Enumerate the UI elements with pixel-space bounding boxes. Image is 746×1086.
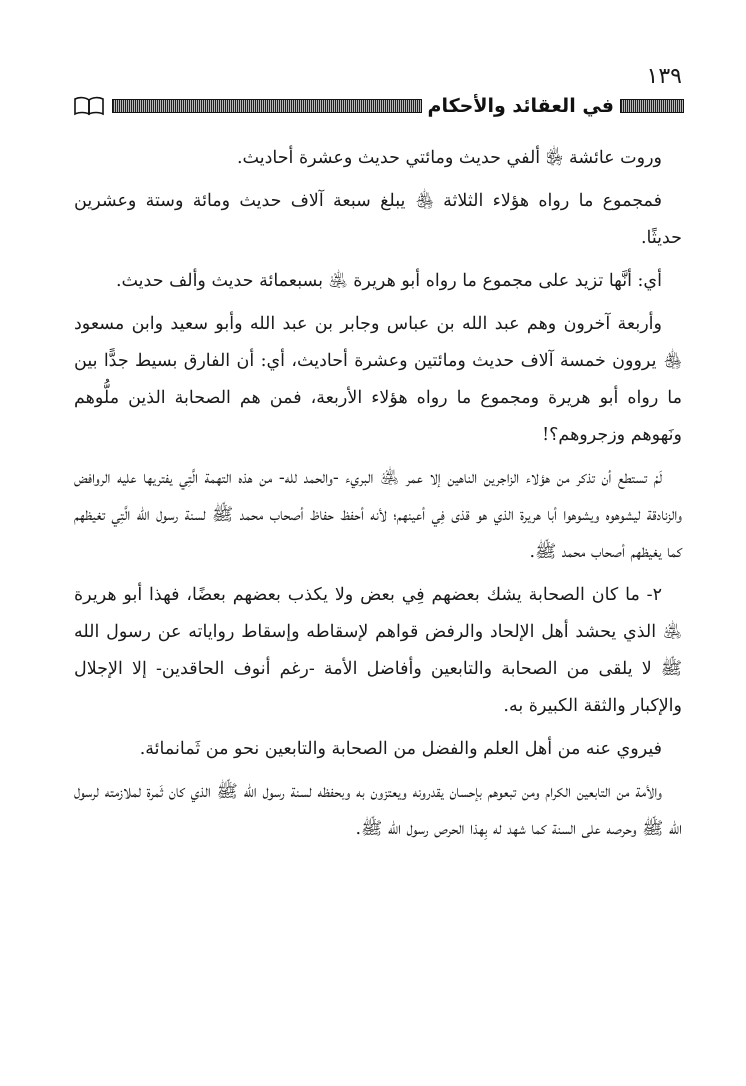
header-ornament-bar-right xyxy=(620,99,684,113)
paragraph-2: فمجموع ما رواه هؤلاء الثلاثة ﵃ يبلغ سبعة آلاف حديث ومائة وستة وعشرين حديثًا. xyxy=(74,191,682,248)
book-icon xyxy=(72,95,106,117)
header-ornament-bar-left xyxy=(112,99,422,113)
page-number: ١٣٩ xyxy=(646,64,682,89)
running-header xyxy=(72,92,684,120)
paragraph-7: فيروي عنه من أهل العلم والفضل من الصحابة والتابعين نحو من ثَمانمائة. xyxy=(139,739,662,759)
page-body xyxy=(74,140,682,854)
paragraph-8: والأمة من التابعين الكرام ومن تبعوهم بإحسان يقدرونه ويعتزون به وبحفظه لسنة رسول الله ﷺ الذي كان ثَمرة لملازمته لرسول الله ﷺ وحرصه على السنة كما شهد له بِهذا الحرص رسول الله ﷺ. xyxy=(74,782,682,839)
paragraph-4: وأربعة آخرون وهم عبد الله بن عباس وجابر بن عبد الله وأبو سعيد وابن مسعود ﵃ يروون خمسة آلاف حديث ومائتين وعشرة أحاديث، أي: أن الفارق بسيط جدًّا بين ما رواه أبو هريرة ومجموع ما رواه هؤلاء الأربعة، فمن هم الصحابة الذين ملُّوهم ونَهوهم وزجروهم؟! xyxy=(74,314,682,445)
paragraph-6: ٢- ما كان الصحابة يشك بعضهم فِي بعض ولا يكذب بعضهم بعضًا، فهذا أبو هريرة ﵁ الذي يحشد أهل الإلحاد والرفض قواهم لإسقاطه وإسقاط رواياته عن رسول الله ﷺ لا يلقى من الصحابة والتابعين وأفاضل الأمة -رغم أنوف الحاقدين- إلا الإجلال والإكبار والثقة الكبيرة به. xyxy=(74,585,682,716)
paragraph-5: لَمْ تستطع أن تذكر من هؤلاء الزاجرين الناهين إلا عمر ﵁ البريء -والحمد لله- من هذه التهمة الَّتِي يفتريها عليه الروافض والزنادقة ليشوهوه ويشوهوا أبا هريرة الذي هو قذى فِي أعينهم؛ لأنه أحفظ حفاظ أصحاب محمد ﷺ لسنة رسول الله الَّتِي تغيظهم كما يغيظهم أصحاب محمد ﷺ. xyxy=(74,468,682,562)
header-title: في العقائد والأحكام xyxy=(427,95,614,117)
paragraph-1: وروت عائشة ﵂ ألفي حديث ومائتي حديث وعشرة أحاديث. xyxy=(236,148,662,168)
paragraph-3: أي: أنَّها تزيد على مجموع ما رواه أبو هريرة ﵁ بسبعمائة حديث وألف حديث. xyxy=(115,271,662,291)
